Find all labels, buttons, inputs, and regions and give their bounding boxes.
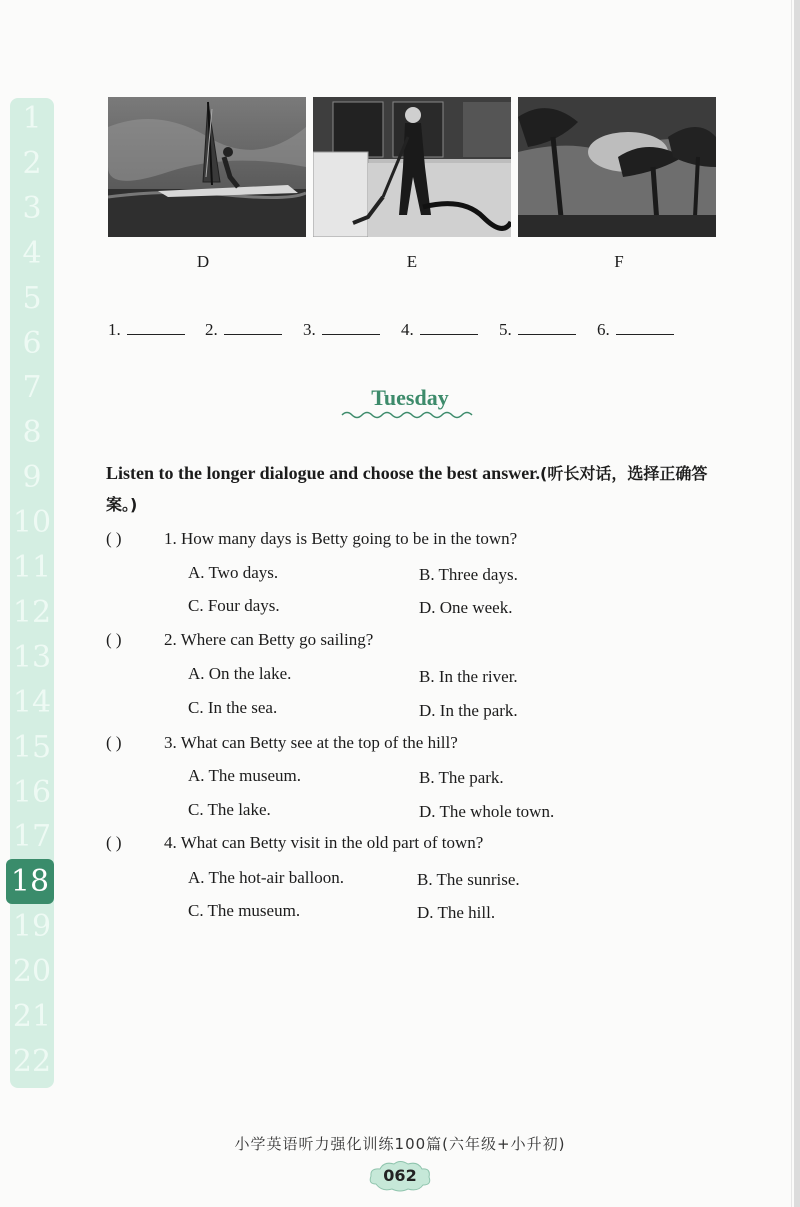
side-tab-15[interactable]: 15 bbox=[12, 729, 52, 765]
question-1 bbox=[106, 529, 517, 549]
answer-paren-4[interactable]: ( ) bbox=[106, 833, 122, 852]
side-tab-4[interactable]: 4 bbox=[22, 235, 42, 271]
section-title: Tuesday bbox=[371, 385, 449, 410]
answer-blank-1[interactable]: 1. bbox=[108, 318, 185, 340]
option-3d: D. The whole town. bbox=[419, 802, 555, 821]
answer-blank-3[interactable]: 3. bbox=[303, 318, 380, 340]
book-title-footer: 小学英语听力强化训练100篇(六年级+小升初) bbox=[234, 1135, 566, 1153]
picture-label-d: D bbox=[196, 252, 210, 271]
option-1b: B. Three days. bbox=[419, 565, 518, 584]
answer-blank-6[interactable]: 6. bbox=[597, 318, 674, 340]
option-4d: D. The hill. bbox=[417, 903, 496, 922]
side-tab-11[interactable]: 11 bbox=[12, 550, 52, 585]
picture-f-storm-palms bbox=[518, 97, 716, 237]
page-edge-shadow bbox=[794, 0, 800, 1207]
picture-label-f: F bbox=[614, 252, 624, 271]
side-tab-18[interactable]: 18 bbox=[6, 859, 54, 904]
question-3 bbox=[106, 733, 458, 753]
title-underline-wave bbox=[340, 410, 480, 420]
answer-paren-1[interactable]: ( ) bbox=[106, 529, 122, 548]
option-2a: A. On the lake. bbox=[188, 664, 292, 683]
side-tab-8[interactable]: 8 bbox=[22, 415, 42, 451]
answer-blank-2[interactable]: 2. bbox=[205, 318, 282, 340]
option-1a: A. Two days. bbox=[188, 563, 279, 582]
side-tab-3[interactable]: 3 bbox=[22, 190, 42, 226]
option-1d: D. One week. bbox=[419, 598, 513, 617]
option-2d: D. In the park. bbox=[419, 701, 518, 720]
side-tab-20[interactable]: 20 bbox=[12, 954, 52, 990]
side-tab-10[interactable]: 10 bbox=[12, 505, 52, 541]
side-tab-9[interactable]: 9 bbox=[22, 460, 42, 496]
side-tab-6[interactable]: 6 bbox=[22, 325, 42, 361]
page-number-badge bbox=[368, 1160, 432, 1192]
answer-paren-2[interactable]: ( ) bbox=[106, 630, 122, 649]
side-tab-7[interactable]: 7 bbox=[22, 370, 42, 406]
question-text: 3. What can Betty see at the top of the hill? bbox=[164, 733, 458, 752]
side-tab-2[interactable]: 2 bbox=[22, 145, 42, 181]
option-4a: A. The hot-air balloon. bbox=[188, 868, 344, 887]
option-4c: C. The museum. bbox=[188, 901, 301, 920]
side-tab-21[interactable]: 21 bbox=[12, 999, 52, 1034]
answer-blank-4[interactable]: 4. bbox=[401, 318, 478, 340]
page-number: 062 bbox=[383, 1166, 417, 1185]
page-edge-line bbox=[791, 0, 792, 1207]
side-tab-22[interactable]: 22 bbox=[12, 1043, 52, 1079]
instruction bbox=[106, 458, 726, 520]
option-3c: C. The lake. bbox=[188, 800, 271, 819]
option-1c: C. Four days. bbox=[188, 596, 280, 615]
side-tab-14[interactable]: 14 bbox=[12, 684, 52, 720]
instruction-cn: (听长对话，选择正确答案。) bbox=[106, 464, 708, 514]
question-4 bbox=[106, 833, 483, 853]
option-4b: B. The sunrise. bbox=[417, 870, 520, 889]
question-2 bbox=[106, 630, 373, 650]
side-tab-5[interactable]: 5 bbox=[22, 280, 42, 316]
side-tab-16[interactable]: 16 bbox=[12, 774, 52, 810]
instruction-en: Listen to the longer dialogue and choose the best answer. bbox=[106, 463, 541, 483]
side-tab-13[interactable]: 13 bbox=[12, 639, 52, 675]
side-tab-17[interactable]: 17 bbox=[12, 819, 52, 855]
option-2c: C. In the sea. bbox=[188, 698, 278, 717]
side-tab-19[interactable]: 19 bbox=[12, 909, 52, 945]
option-3a: A. The museum. bbox=[188, 766, 302, 785]
side-tab-12[interactable]: 12 bbox=[12, 594, 52, 630]
answer-paren-3[interactable]: ( ) bbox=[106, 733, 122, 752]
picture-e-vacuum-cleaning bbox=[313, 97, 511, 237]
option-2b: B. In the river. bbox=[419, 667, 518, 686]
question-text: 2. Where can Betty go sailing? bbox=[164, 630, 374, 649]
answer-blank-5[interactable]: 5. bbox=[499, 318, 576, 340]
side-tab-1[interactable]: 1 bbox=[22, 101, 42, 136]
question-text: 4. What can Betty visit in the old part of town? bbox=[164, 833, 484, 852]
option-3b: B. The park. bbox=[419, 768, 504, 787]
picture-label-e: E bbox=[406, 252, 418, 271]
picture-d-windsurfer bbox=[108, 97, 306, 237]
question-text: 1. How many days is Betty going to be in the town? bbox=[164, 529, 518, 548]
